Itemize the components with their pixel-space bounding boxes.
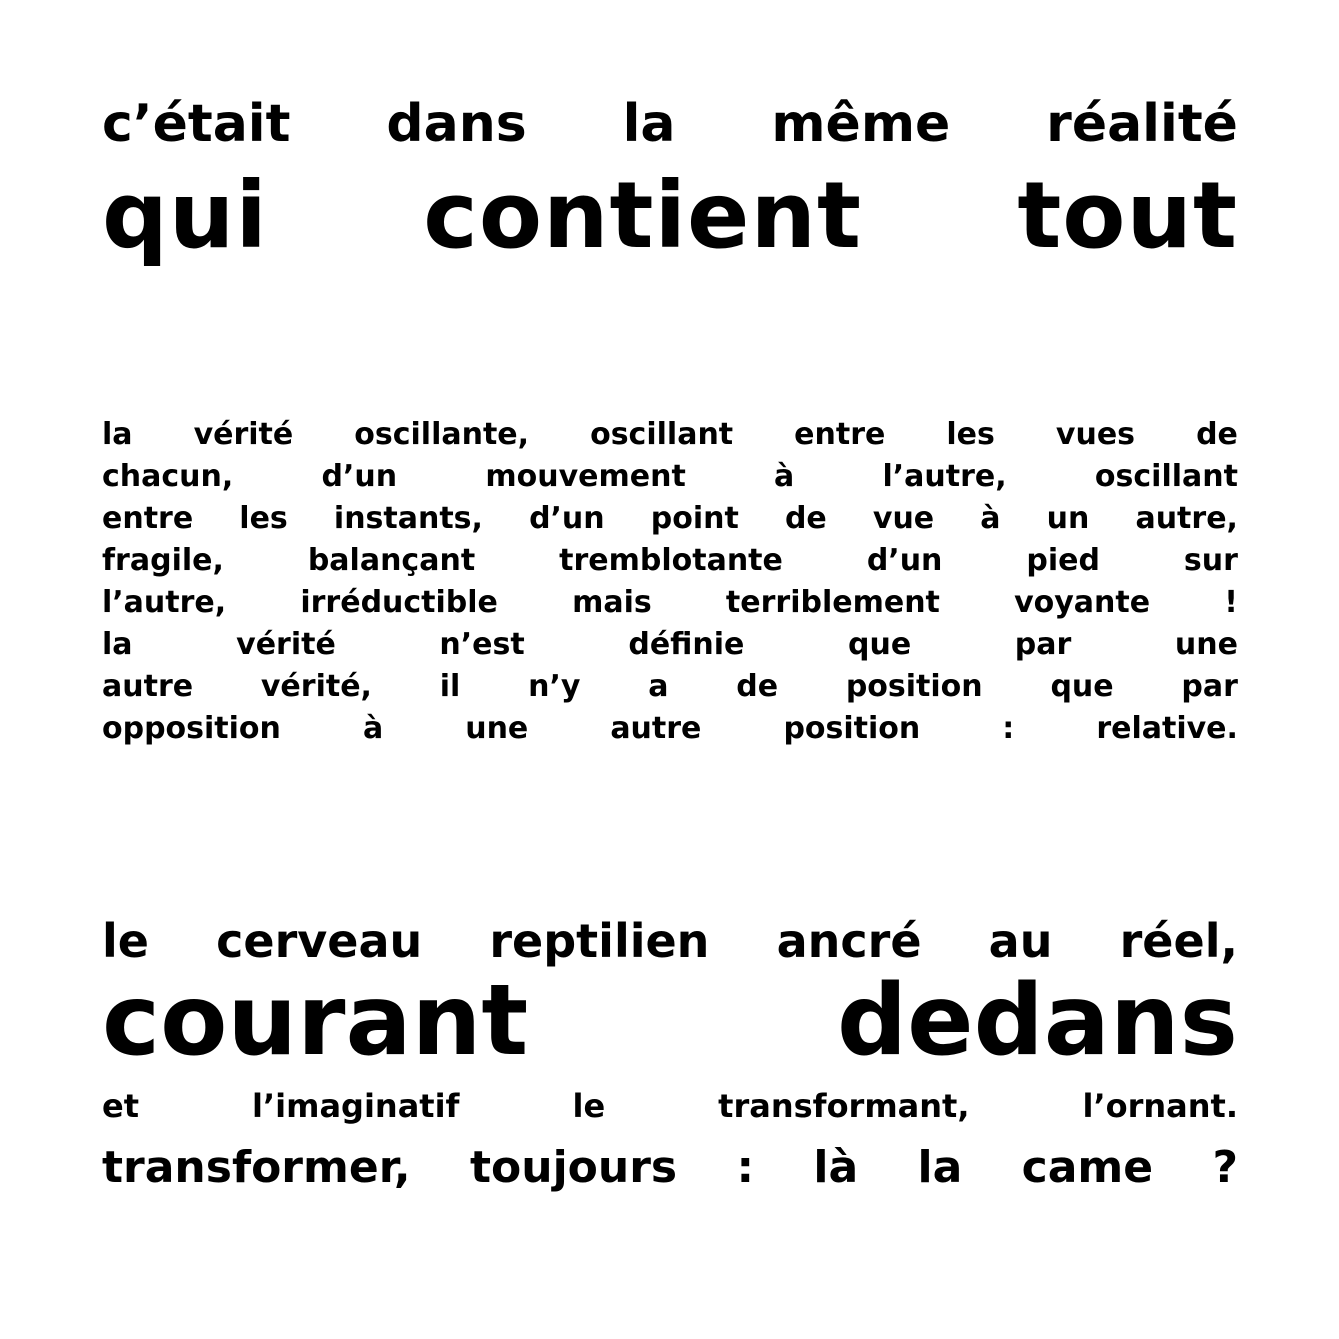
word: dans (386, 94, 527, 154)
word: opposition (102, 711, 281, 746)
word: une (1174, 627, 1238, 662)
word: mouvement (485, 459, 686, 494)
word: l’autre, (102, 585, 227, 620)
word: par (1014, 627, 1072, 662)
word: point (650, 501, 739, 536)
word: les (946, 417, 995, 452)
word: tout (1017, 162, 1238, 269)
word: oscillante, (354, 417, 530, 452)
word: d’un (321, 459, 398, 494)
word: position (783, 711, 921, 746)
word: balançant (307, 543, 476, 578)
word: terriblement (725, 585, 940, 620)
word: oscillant (1094, 459, 1238, 494)
word: tremblotante (559, 543, 783, 578)
word: ! (1224, 585, 1238, 620)
word: à (980, 501, 1001, 536)
word: entre (794, 417, 886, 452)
word: mais (572, 585, 652, 620)
word: vérité (236, 627, 336, 662)
word: cerveau (216, 914, 423, 968)
word: autre (610, 711, 702, 746)
word: réel, (1119, 914, 1238, 968)
word: à (774, 459, 795, 494)
word: la (102, 417, 133, 452)
word: de (1196, 417, 1238, 452)
word: l’imaginatif (252, 1087, 460, 1125)
word: a (648, 669, 669, 704)
stanza2-line1 (102, 914, 1238, 968)
word: relative. (1096, 711, 1238, 746)
word: l’autre, (882, 459, 1007, 494)
word: les (239, 501, 288, 536)
stanza2-line4 (102, 1142, 1238, 1193)
paragraph-line5 (102, 585, 1238, 620)
word: qui (102, 162, 268, 269)
word: vérité (193, 417, 294, 452)
word: une (465, 711, 529, 746)
word: : (1002, 711, 1015, 746)
word: d’un (866, 543, 943, 578)
word: fragile, (102, 543, 224, 578)
word: et (102, 1087, 139, 1125)
word: le (572, 1087, 606, 1125)
word: autre (102, 669, 194, 704)
word: pied (1026, 543, 1100, 578)
word: réalité (1046, 94, 1238, 154)
word: position (845, 669, 983, 704)
word: la (102, 627, 133, 662)
word: c’était (102, 94, 291, 154)
word: vue (872, 501, 935, 536)
paragraph-line8 (102, 711, 1238, 746)
word: voyante (1014, 585, 1151, 620)
word: ? (1212, 1142, 1238, 1193)
word: là (813, 1142, 859, 1193)
stanza1-line2 (102, 162, 1238, 269)
word: toujours (470, 1142, 678, 1193)
word: un (1046, 501, 1090, 536)
word: courant (102, 964, 529, 1078)
word: entre (102, 501, 194, 536)
word: que (1050, 669, 1114, 704)
paragraph-line6 (102, 627, 1238, 662)
word: il (439, 669, 461, 704)
word: même (771, 94, 951, 154)
word: vues (1055, 417, 1136, 452)
word: définie (628, 627, 745, 662)
word: contient (423, 162, 862, 269)
paragraph-line1 (102, 417, 1238, 452)
word: sur (1183, 543, 1238, 578)
word: instants, (333, 501, 483, 536)
paragraph-line4 (102, 543, 1238, 578)
word: chacun, (102, 459, 234, 494)
word: ancré (776, 914, 922, 968)
word: vérité, (260, 669, 372, 704)
word: d’un (529, 501, 605, 536)
word: par (1181, 669, 1238, 704)
paragraph-line2 (102, 459, 1238, 494)
word: n’y (528, 669, 581, 704)
paragraph-line7 (102, 669, 1238, 704)
word: à (362, 711, 384, 746)
word: au (988, 914, 1053, 968)
word: oscillant (590, 417, 734, 452)
word: dedans (837, 964, 1238, 1078)
word: n’est (439, 627, 525, 662)
word: de (736, 669, 779, 704)
word: que (848, 627, 912, 662)
word: : (736, 1142, 755, 1193)
word: irréductible (300, 585, 498, 620)
word: de (784, 501, 827, 536)
word: la (917, 1142, 963, 1193)
word: came (1021, 1142, 1154, 1193)
word: transformer, (102, 1142, 411, 1193)
paragraph-line3 (102, 501, 1238, 536)
word: reptilien (489, 914, 710, 968)
word: l’ornant. (1082, 1087, 1238, 1125)
word: autre, (1135, 501, 1238, 536)
word: la (622, 94, 676, 154)
stanza1-line1 (102, 94, 1238, 154)
stanza2-line2 (102, 964, 1238, 1078)
word: le (102, 914, 149, 968)
word: transformant, (718, 1087, 970, 1125)
stanza2-line3 (102, 1087, 1238, 1125)
